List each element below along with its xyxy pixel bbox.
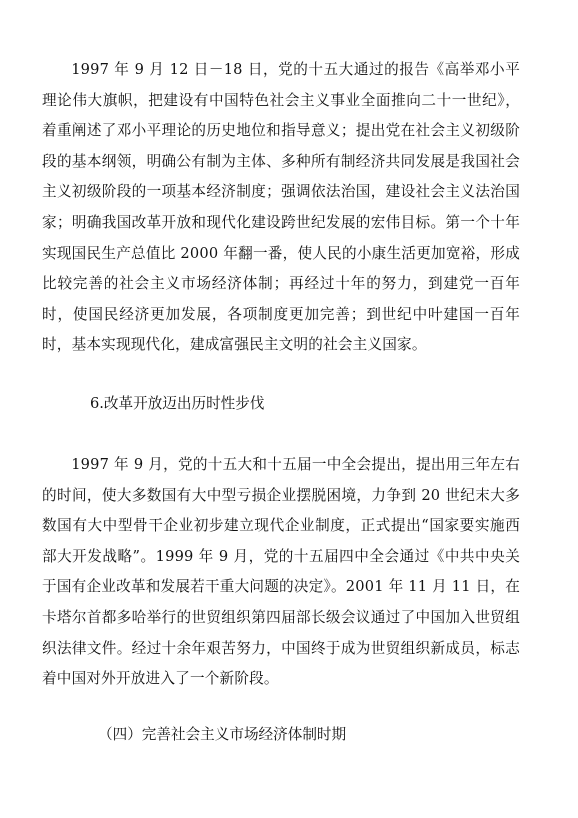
section-heading-4: （四）完善社会主义市场经济体制时期 <box>98 726 347 743</box>
paragraph-fifteenth-congress: 1997 年 9 月 12 日－18 日，党的十五大通过的报告《高举邓小平理论伟大旗帜，把建设有中国特色社会主义事业全面推向二十一世纪》，着重阐述了邓小平理论的历史地位和指导意义；提出党在社会主义初级阶段的基本纲领，明确公有制为主体、多种所有制经济共同发展是我国社会主义初级阶段的一项基本经济制度；强调依法治国，建设社会主义法治国家；明确我国改革开放和现代化建设跨世纪发展的宏伟目标。第一个十年实现国民生产总值比 2000 年翻一番，使人民的小康生活更加宽裕，形成比较完善的社会主义市场经济体制；再经过十年的努力，到建党一百年时，使国民经济更加发展，各项制度更加完善；到世纪中叶建国一百年时，基本实现现代化，建成富强民主文明的社会主义国家。 <box>42 61 520 354</box>
section-heading-6: 6.改革开放迈出历时性步伐 <box>90 395 265 412</box>
paragraph-reform-opening: 1997 年 9 月，党的十五大和十五届一中全会提出，提出用三年左右的时间，使大多数国有大中型亏损企业摆脱困境，力争到 20 世纪末大多数国有大中型骨干企业初步建立现代企业制度，正式提出“国家要实施西部大开发战略”。1999 年 9 月，党的十五届四中全会通过《中共中央关于国有企业改革和发展若干重大问题的决定》。2001 年 11 月 11 日，在卡塔尔首都多哈举行的世贸组织第四届部长级会议通过了中国加入世贸组织法律文件。经过十余年艰苦努力，中国终于成为世贸组织新成员，标志着中国对外开放进入了一个新阶段。 <box>42 456 520 688</box>
